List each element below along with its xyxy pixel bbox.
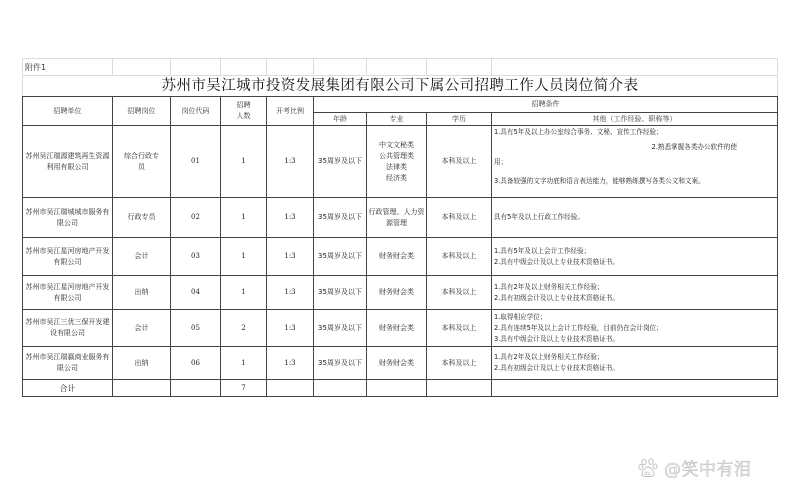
total-row xyxy=(23,380,778,397)
requirements-cell: 1.取得相应学位； 2.具有连续5年及以上会计工作经验，目前仍在会计岗位； 3.具有中级会计及以上专业技术资格证书。 xyxy=(492,310,778,347)
total-label: 合计 xyxy=(23,380,113,397)
requirements-cell: 1.具有5年及以上办公室综合事务、文秘、宣传工作经验； 2.熟悉掌握各类办公软件的使 用； 3.具备较强的文字功底和语言表达能力，能够熟练撰写各类公文和文案。 xyxy=(492,126,778,198)
title-row xyxy=(23,76,778,97)
total-count: 7 xyxy=(221,380,267,397)
header-age: 年龄 xyxy=(314,113,367,126)
count-cell: 2 xyxy=(221,310,267,347)
page-title: 苏州市吴江城市投资发展集团有限公司下属公司招聘工作人员岗位简介表 xyxy=(23,76,778,97)
header-position: 招聘岗位 xyxy=(113,97,171,126)
header-education: 学历 xyxy=(427,113,492,126)
position-cell: 会计 xyxy=(113,310,171,347)
requirements-cell: 1.具有2年及以上财务相关工作经验； 2.具有初级会计及以上专业技术资格证书。 xyxy=(492,347,778,380)
count-cell: 1 xyxy=(221,238,267,276)
ratio-cell: 1:3 xyxy=(267,347,314,380)
code-cell: 01 xyxy=(171,126,221,198)
table-row xyxy=(23,347,778,380)
requirements-cell: 1.具有5年及以上会计工作经验； 2.具有中级会计及以上专业技术资格证书。 xyxy=(492,238,778,276)
watermark xyxy=(638,455,752,480)
code-cell: 06 xyxy=(171,347,221,380)
ratio-cell: 1:3 xyxy=(267,310,314,347)
age-cell: 35周岁及以下 xyxy=(314,310,367,347)
annex-row xyxy=(23,59,778,76)
position-cell: 出纳 xyxy=(113,276,171,310)
table-row xyxy=(23,310,778,347)
major-cell: 行政管理、人力资源管理 xyxy=(367,198,427,238)
code-cell: 03 xyxy=(171,238,221,276)
major-cell: 财务财会类 xyxy=(367,276,427,310)
header-unit: 招聘单位 xyxy=(23,97,113,126)
header-count: 招聘 人数 xyxy=(221,97,267,126)
header-row-1 xyxy=(23,97,778,113)
education-cell: 本科及以上 xyxy=(427,276,492,310)
baidu-paw-icon xyxy=(638,458,660,478)
ratio-cell: 1:3 xyxy=(267,238,314,276)
major-cell: 财务财会类 xyxy=(367,347,427,380)
header-ratio: 开考比例 xyxy=(267,97,314,126)
ratio-cell: 1:3 xyxy=(267,198,314,238)
annex-label: 附件1 xyxy=(23,59,113,76)
position-table xyxy=(22,58,778,397)
position-cell: 行政专员 xyxy=(113,198,171,238)
header-major: 专业 xyxy=(367,113,427,126)
education-cell: 本科及以上 xyxy=(427,126,492,198)
svg-text:du: du xyxy=(644,470,651,477)
education-cell: 本科及以上 xyxy=(427,347,492,380)
education-cell: 本科及以上 xyxy=(427,198,492,238)
code-cell: 05 xyxy=(171,310,221,347)
count-cell: 1 xyxy=(221,276,267,310)
unit-cell: 苏州市吴江瑞城城市服务有限公司 xyxy=(23,198,113,238)
age-cell: 35周岁及以下 xyxy=(314,126,367,198)
watermark-text: @笑中有泪 xyxy=(664,460,752,480)
table-row xyxy=(23,126,778,198)
unit-cell: 苏州市吴江三优三保开发建设有限公司 xyxy=(23,310,113,347)
count-cell: 1 xyxy=(221,347,267,380)
education-cell: 本科及以上 xyxy=(427,310,492,347)
major-cell: 中文文秘类 公共管理类 法律类 经济类 xyxy=(367,126,427,198)
unit-cell: 苏州市吴江瑞嬴商业服务有限公司 xyxy=(23,347,113,380)
education-cell: 本科及以上 xyxy=(427,238,492,276)
table-row xyxy=(23,238,778,276)
unit-cell: 苏州市吴江星河房地产开发有限公司 xyxy=(23,276,113,310)
unit-cell: 苏州吴江瑞源建筑再生资源利用有限公司 xyxy=(23,126,113,198)
age-cell: 35周岁及以下 xyxy=(314,198,367,238)
ratio-cell: 1:3 xyxy=(267,276,314,310)
ratio-cell: 1:3 xyxy=(267,126,314,198)
major-cell: 财务财会类 xyxy=(367,310,427,347)
position-cell: 会计 xyxy=(113,238,171,276)
code-cell: 02 xyxy=(171,198,221,238)
age-cell: 35周岁及以下 xyxy=(314,276,367,310)
code-cell: 04 xyxy=(171,276,221,310)
position-cell: 出纳 xyxy=(113,347,171,380)
recruitment-sheet xyxy=(22,58,778,397)
requirements-cell: 具有5年及以上行政工作经验。 xyxy=(492,198,778,238)
count-cell: 1 xyxy=(221,126,267,198)
major-cell: 财务财会类 xyxy=(367,238,427,276)
count-cell: 1 xyxy=(221,198,267,238)
age-cell: 35周岁及以下 xyxy=(314,347,367,380)
header-conditions: 招聘条件 xyxy=(314,97,778,113)
unit-cell: 苏州市吴江星河房地产开发有限公司 xyxy=(23,238,113,276)
header-other: 其他（工作经验、职称等） xyxy=(492,113,778,126)
requirements-cell: 1.具有2年及以上财务相关工作经验； 2.具有初级会计及以上专业技术资格证书。 xyxy=(492,276,778,310)
age-cell: 35周岁及以下 xyxy=(314,238,367,276)
table-row xyxy=(23,276,778,310)
table-row xyxy=(23,198,778,238)
position-cell: 综合行政专员 xyxy=(113,126,171,198)
header-code: 岗位代码 xyxy=(171,97,221,126)
